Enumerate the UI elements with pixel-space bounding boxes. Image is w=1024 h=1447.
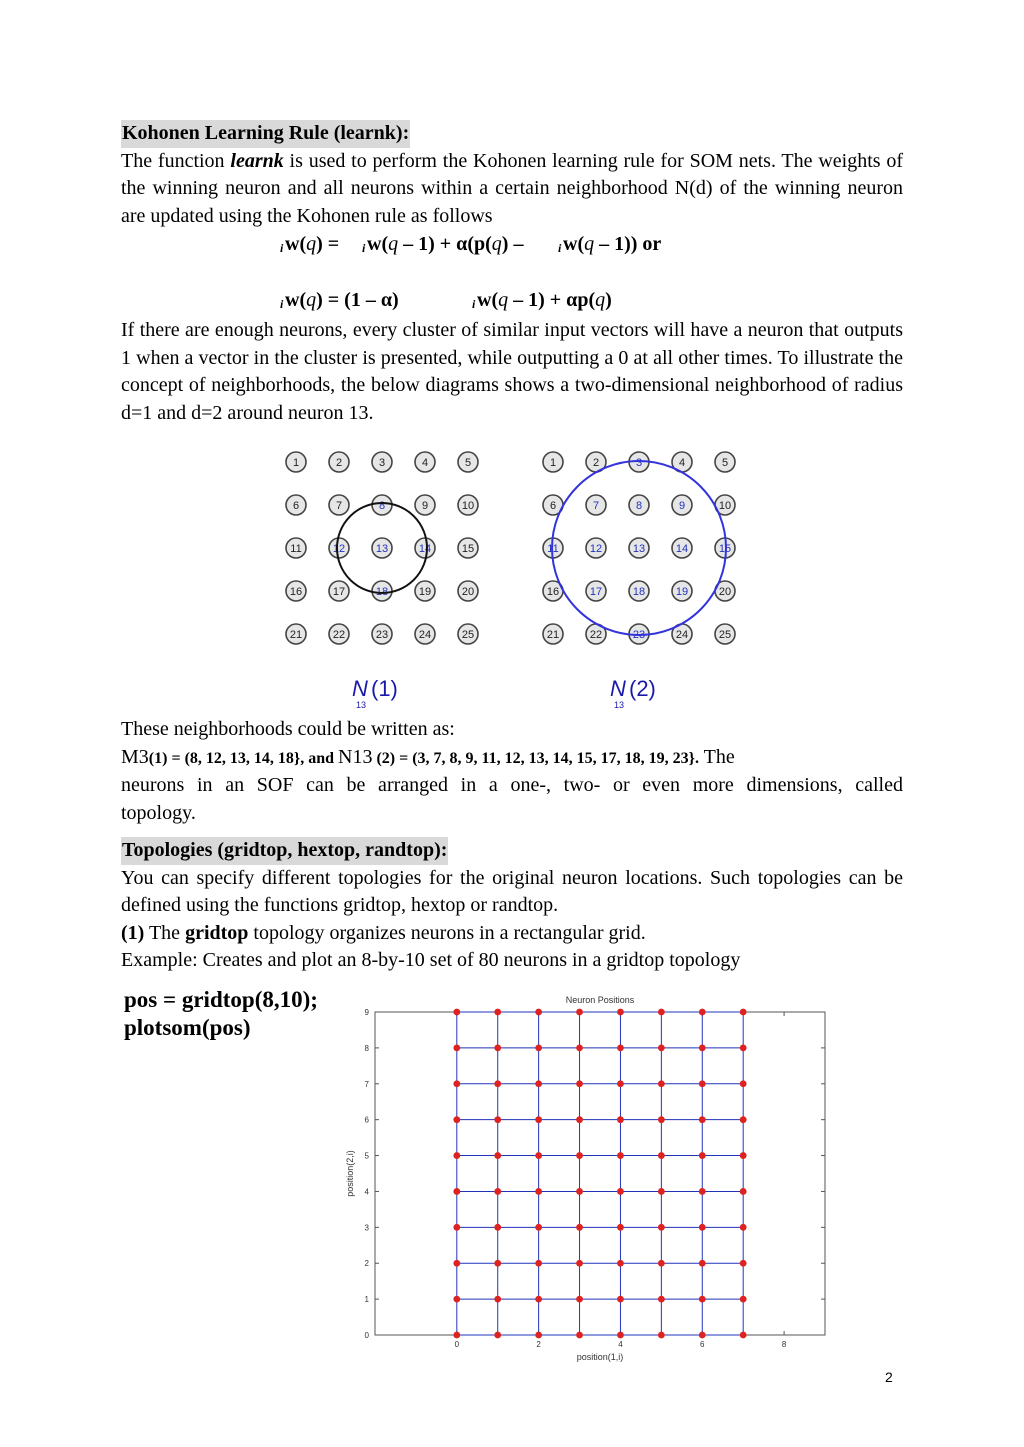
x-tick-label: 4 bbox=[618, 1340, 623, 1349]
neuron-label: 15 bbox=[461, 543, 475, 555]
caption-right-paren: (2) bbox=[629, 676, 656, 701]
section-heading-topologies: Topologies (gridtop, hextop, randtop): bbox=[121, 837, 448, 865]
neuron-point bbox=[617, 1224, 624, 1231]
neuron-label: 21 bbox=[546, 629, 560, 641]
neuron-point bbox=[494, 1224, 501, 1231]
neuron-point bbox=[740, 1080, 747, 1087]
neuron-point bbox=[658, 1009, 665, 1016]
neuron-label: 18 bbox=[375, 586, 389, 598]
code-block bbox=[124, 986, 318, 1042]
y-tick-label: 5 bbox=[364, 1151, 369, 1161]
neuron-point bbox=[494, 1332, 501, 1339]
neuron-point bbox=[576, 1044, 583, 1051]
neuron-label: 16 bbox=[289, 586, 303, 598]
x-tick-label: 0 bbox=[454, 1340, 460, 1349]
neuron-point bbox=[658, 1188, 665, 1195]
x-axis-label: position(1,i) bbox=[576, 1352, 624, 1362]
neuron-point bbox=[617, 1332, 624, 1339]
neuron-point bbox=[535, 1332, 542, 1339]
neuron-point bbox=[699, 1296, 706, 1303]
neuron-point bbox=[453, 1332, 460, 1339]
neuron-label: 19 bbox=[418, 586, 432, 598]
neuron-label: 11 bbox=[290, 543, 302, 555]
neuron-point bbox=[576, 1009, 583, 1016]
caption-right-sub: 13 bbox=[614, 700, 625, 710]
neuron-point bbox=[535, 1116, 542, 1123]
neuron-point bbox=[453, 1224, 460, 1231]
neuron-point bbox=[453, 1188, 460, 1195]
caption-left-n: N bbox=[352, 676, 368, 701]
kohonen-equations bbox=[270, 228, 710, 318]
neuron-point bbox=[453, 1116, 460, 1123]
neuron-point bbox=[535, 1224, 542, 1231]
neuron-point bbox=[535, 1080, 542, 1087]
neuron-point bbox=[658, 1332, 665, 1339]
neuron-label: 10 bbox=[718, 500, 732, 512]
neuron-point bbox=[658, 1224, 665, 1231]
n13-label: N13 bbox=[338, 745, 373, 768]
neuron-point bbox=[617, 1152, 624, 1159]
m3-set: (1) = (8, 12, 13, 14, 18}, and bbox=[148, 749, 338, 767]
neuron-point bbox=[535, 1260, 542, 1267]
para-text: The bbox=[144, 921, 186, 944]
para-text: The function bbox=[121, 149, 231, 172]
y-tick-label: 8 bbox=[364, 1043, 369, 1053]
y-tick-label: 6 bbox=[364, 1115, 369, 1125]
neuron-label: 1 bbox=[292, 457, 300, 469]
neuron-point bbox=[535, 1152, 542, 1159]
neuron-point bbox=[576, 1116, 583, 1123]
section-topologies bbox=[121, 837, 903, 975]
neuron-point bbox=[617, 1080, 624, 1087]
neuron-point bbox=[699, 1009, 706, 1016]
page-number: 2 bbox=[885, 1369, 893, 1385]
neuron-point bbox=[699, 1260, 706, 1267]
neuron-label: 3 bbox=[378, 457, 386, 469]
neuron-point bbox=[576, 1188, 583, 1195]
neuron-point bbox=[494, 1260, 501, 1267]
neuron-positions-chart bbox=[340, 990, 840, 1365]
y-tick-label: 7 bbox=[364, 1079, 369, 1089]
neuron-label: 20 bbox=[718, 586, 732, 598]
caption-right-n: N bbox=[610, 676, 626, 701]
neuron-label: 8 bbox=[635, 500, 643, 512]
neuron-point bbox=[740, 1188, 747, 1195]
neuron-point bbox=[453, 1009, 460, 1016]
neuron-point bbox=[699, 1080, 706, 1087]
neuron-label: 18 bbox=[632, 586, 646, 598]
neuron-label: 3 bbox=[635, 457, 643, 469]
neuron-label: 23 bbox=[632, 629, 646, 641]
neuron-point bbox=[740, 1044, 747, 1051]
neuron-label: 17 bbox=[589, 586, 603, 598]
neuron-point bbox=[535, 1188, 542, 1195]
neighborhood-d2 bbox=[543, 452, 735, 644]
neuron-point bbox=[658, 1116, 665, 1123]
y-tick-label: 9 bbox=[364, 1008, 369, 1017]
neuron-label: 13 bbox=[632, 543, 646, 555]
neuron-point bbox=[658, 1260, 665, 1267]
m3-label: M3 bbox=[121, 745, 149, 768]
section-kohonen bbox=[121, 120, 903, 230]
neuron-point bbox=[453, 1296, 460, 1303]
neuron-label: 24 bbox=[675, 629, 689, 641]
neuron-point bbox=[494, 1296, 501, 1303]
neuron-label: 12 bbox=[332, 543, 346, 555]
x-tick-label: 2 bbox=[536, 1340, 541, 1349]
neuron-label: 25 bbox=[461, 629, 475, 641]
neuron-label: 23 bbox=[375, 629, 389, 641]
y-tick-label: 3 bbox=[364, 1223, 369, 1233]
neuron-point bbox=[740, 1332, 747, 1339]
neuron-point bbox=[658, 1080, 665, 1087]
code-line-2: plotsom(pos) bbox=[124, 1015, 251, 1040]
neuron-point bbox=[494, 1152, 501, 1159]
neuron-label: 6 bbox=[292, 500, 300, 512]
neuron-point bbox=[535, 1044, 542, 1051]
y-tick-label: 1 bbox=[364, 1295, 369, 1305]
neuron-point bbox=[658, 1044, 665, 1051]
neuron-point bbox=[453, 1044, 460, 1051]
neuron-point bbox=[699, 1044, 706, 1051]
neuron-point bbox=[617, 1188, 624, 1195]
neuron-label: 2 bbox=[335, 457, 343, 469]
neuron-label: 6 bbox=[549, 500, 557, 512]
neuron-label: 21 bbox=[289, 629, 303, 641]
neuron-point bbox=[740, 1152, 747, 1159]
neuron-point bbox=[535, 1296, 542, 1303]
neuron-point bbox=[740, 1009, 747, 1016]
svg-text:i: i bbox=[472, 297, 476, 311]
neuron-point bbox=[576, 1224, 583, 1231]
svg-text:w(q) =: w(q) = bbox=[285, 233, 340, 255]
neuron-point bbox=[576, 1080, 583, 1087]
x-tick-label: 6 bbox=[700, 1340, 705, 1349]
neuron-label: 11 bbox=[547, 543, 559, 555]
neuron-label: 7 bbox=[592, 500, 600, 512]
neuron-point bbox=[699, 1188, 706, 1195]
neuron-point bbox=[576, 1152, 583, 1159]
neuron-label: 4 bbox=[678, 457, 686, 469]
svg-text:w(q – 1) + α(p(q) –: w(q – 1) + α(p(q) – bbox=[367, 233, 524, 255]
neuron-label: 22 bbox=[332, 629, 346, 641]
neuron-label: 5 bbox=[464, 457, 472, 469]
neuron-label: 13 bbox=[375, 543, 389, 555]
svg-text:w(q – 1) + αp(q): w(q – 1) + αp(q) bbox=[477, 289, 612, 311]
neuron-point bbox=[576, 1260, 583, 1267]
neuron-label: 9 bbox=[421, 500, 429, 512]
neuron-point bbox=[494, 1116, 501, 1123]
neuron-label: 7 bbox=[335, 500, 343, 512]
neuron-point bbox=[658, 1152, 665, 1159]
neuron-label: 14 bbox=[675, 543, 689, 555]
n13-set: (2) = (3, 7, 8, 9, 11, 12, 13, 14, 15, 17, 18, 19, 23}. bbox=[372, 749, 699, 767]
y-tick-label: 4 bbox=[364, 1187, 369, 1197]
neuron-point bbox=[740, 1296, 747, 1303]
neuron-point bbox=[699, 1224, 706, 1231]
neuron-label: 12 bbox=[589, 543, 603, 555]
neuron-point bbox=[617, 1044, 624, 1051]
chart-title: Neuron Positions bbox=[565, 995, 635, 1005]
neuron-label: 19 bbox=[675, 586, 689, 598]
neuron-label: 2 bbox=[592, 457, 600, 469]
svg-text:i: i bbox=[362, 241, 366, 255]
neuron-point bbox=[617, 1296, 624, 1303]
paragraph-learnk bbox=[121, 148, 903, 231]
neuron-label: 25 bbox=[718, 629, 732, 641]
para-text: is used to perform the Kohonen learning rule for SOM nets. The weights of the winning neuron and all neurons within a certain neighborhood N(d) of the winning neuron are updated using the Kohonen rule as follows bbox=[121, 149, 904, 227]
neuron-label: 15 bbox=[718, 543, 732, 555]
neuron-label: 9 bbox=[678, 500, 686, 512]
neuron-point bbox=[740, 1116, 747, 1123]
neuron-point bbox=[699, 1332, 706, 1339]
neuron-point bbox=[658, 1296, 665, 1303]
para-text: topology organizes neurons in a rectangular grid. bbox=[248, 921, 646, 944]
neuron-point bbox=[740, 1224, 747, 1231]
neuron-point bbox=[617, 1260, 624, 1267]
neighborhood-d1 bbox=[286, 452, 478, 644]
paragraph-clusters: If there are enough neurons, every cluster of similar input vectors will have a neuron that outputs 1 when a vector in the cluster is presented, while outputting a 0 at all other times. To illustrate the concept of neighborhoods, the below diagrams shows a two-dimensional neighborhood of radius d=1 and d=2 around neuron 13. bbox=[121, 319, 903, 424]
function-name-learnk: learnk bbox=[230, 149, 284, 172]
neighborhood-diagrams bbox=[280, 442, 760, 722]
plot-area bbox=[375, 1012, 825, 1335]
neuron-point bbox=[576, 1296, 583, 1303]
svg-text:w(q – 1)) or: w(q – 1)) or bbox=[563, 233, 662, 255]
code-line-1: pos = gridtop(8,10); bbox=[124, 987, 318, 1012]
section-neighborhoods bbox=[121, 716, 903, 827]
neuron-label: 20 bbox=[461, 586, 475, 598]
neuron-label: 14 bbox=[418, 543, 432, 555]
neuron-label: 16 bbox=[546, 586, 560, 598]
topology-line-end: topology. bbox=[121, 801, 196, 824]
example-text: Example: Creates and plot an 8-by-10 set of 80 neurons in a gridtop topology bbox=[121, 949, 741, 971]
neuron-point bbox=[494, 1009, 501, 1016]
svg-text:i: i bbox=[558, 241, 562, 255]
neuron-point bbox=[699, 1116, 706, 1123]
neuron-point bbox=[576, 1332, 583, 1339]
neuron-point bbox=[453, 1080, 460, 1087]
neuron-point bbox=[740, 1260, 747, 1267]
neuron-point bbox=[535, 1009, 542, 1016]
caption-left-paren: (1) bbox=[371, 676, 398, 701]
svg-text:i: i bbox=[280, 241, 284, 255]
caption-left-sub: 13 bbox=[356, 700, 367, 710]
neuron-point bbox=[494, 1080, 501, 1087]
section-heading-kohonen: Kohonen Learning Rule (learnk): bbox=[121, 120, 410, 148]
item-number: (1) bbox=[121, 921, 145, 944]
para-text: The bbox=[698, 745, 735, 768]
neuron-point bbox=[617, 1009, 624, 1016]
svg-text:i: i bbox=[280, 297, 284, 311]
neuron-point bbox=[617, 1116, 624, 1123]
neuron-label: 24 bbox=[418, 629, 432, 641]
neuron-label: 17 bbox=[332, 586, 346, 598]
neuron-label: 22 bbox=[589, 629, 603, 641]
y-axis-label: position(2,i) bbox=[345, 1150, 355, 1197]
neuron-point bbox=[699, 1152, 706, 1159]
item-gridtop bbox=[121, 920, 903, 948]
topology-line: neurons in an SOF can be arranged in a one-, two- or even more dimensions, called bbox=[121, 774, 903, 796]
neighborhoods-formula bbox=[121, 744, 903, 773]
neuron-label: 4 bbox=[421, 457, 429, 469]
x-tick-label: 8 bbox=[781, 1340, 787, 1349]
y-tick-label: 2 bbox=[364, 1259, 369, 1269]
neuron-point bbox=[494, 1188, 501, 1195]
y-tick-label: 0 bbox=[364, 1331, 369, 1340]
neuron-label: 1 bbox=[549, 457, 557, 469]
neuron-label: 5 bbox=[721, 457, 729, 469]
paragraph-topologies: You can specify different topologies for the original neuron locations. Such topologies can be defined using the functions gridtop, hextop or randtop. bbox=[121, 866, 903, 916]
neuron-label: 10 bbox=[461, 500, 475, 512]
neuron-label: 8 bbox=[378, 500, 386, 512]
neighborhoods-intro: These neighborhoods could be written as: bbox=[121, 718, 455, 740]
svg-text:w(q) = (1 – α): w(q) = (1 – α) bbox=[285, 289, 399, 311]
function-name-gridtop: gridtop bbox=[185, 921, 249, 944]
neuron-point bbox=[453, 1152, 460, 1159]
neuron-point bbox=[494, 1044, 501, 1051]
neuron-point bbox=[453, 1260, 460, 1267]
